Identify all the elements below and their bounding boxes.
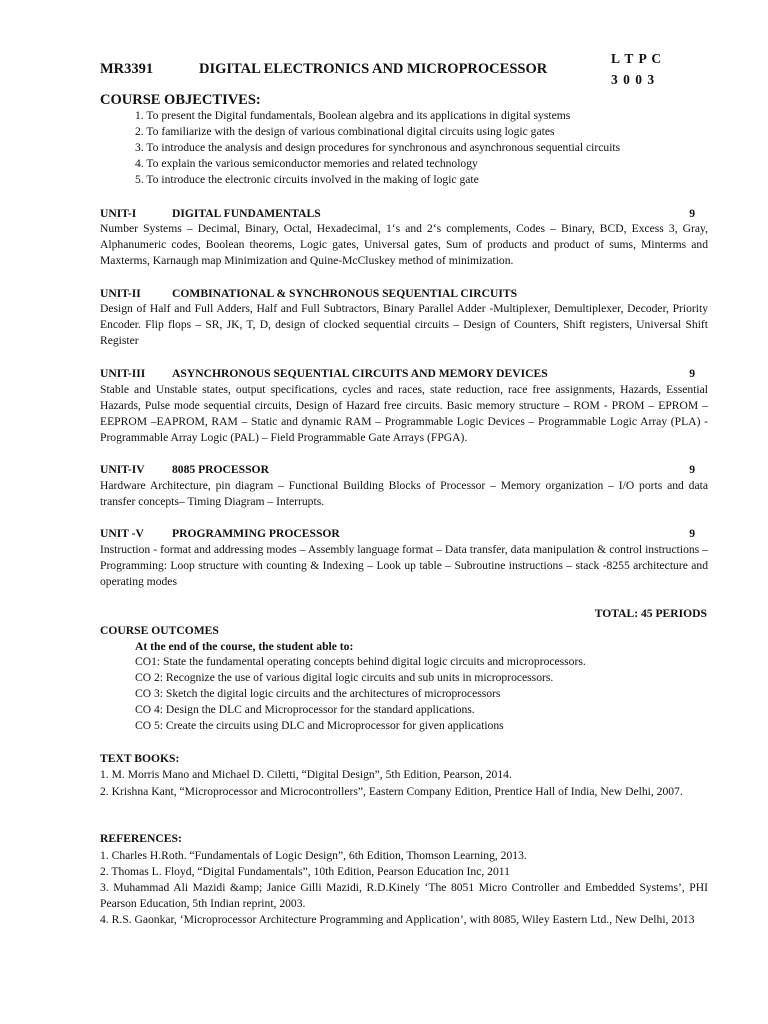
objective-item: 4. To explain the various semiconductor memories and related technology <box>135 157 478 170</box>
textbooks-heading: TEXT BOOKS: <box>100 752 180 765</box>
outcome-item: CO 5: Create the circuits using DLC and Microprocessor for given applications <box>135 719 504 732</box>
reference-item: 4. R.S. Gaonkar, ‘Microprocessor Architecture Programming and Application’, with 8085, Wiley Eastern Ltd., New Delhi, 2013 <box>100 913 695 926</box>
total-periods: TOTAL: 45 PERIODS <box>594 607 707 620</box>
outcomes-intro: At the end of the course, the student able to: <box>135 640 354 653</box>
unit-hours: 9 <box>689 207 695 220</box>
references-heading: REFERENCES: <box>100 832 182 845</box>
unit-label: UNIT-II <box>100 287 141 300</box>
objective-item: 2. To familiarize with the design of various combinational digital circuits using logic gates <box>135 125 555 138</box>
unit-label: UNIT-III <box>100 367 146 380</box>
textbook-item: 1. M. Morris Mano and Michael D. Ciletti, “Digital Design”, 5th Edition, Pearson, 2014. <box>100 768 512 781</box>
reference-item: 2. Thomas L. Floyd, “Digital Fundamentals”, 10th Edition, Pearson Education Inc, 2011 <box>100 865 510 878</box>
unit-description: Design of Half and Full Adders, Half and Full Subtractors, Binary Parallel Adder -Multiplexer, Demultiplexer, Decoder, Priority Encoder. Flip flops – SR, JK, T, D, design of clocked sequential circuits – Design of Counters, Shift registers, Universal Shift Register <box>100 302 708 347</box>
outcome-item: CO 2: Recognize the use of various digital logic circuits and sub units in microprocessors. <box>135 671 554 684</box>
ltpc-label: L T P C <box>611 51 663 66</box>
unit-description: Hardware Architecture, pin diagram – Functional Building Blocks of Processor – Memory organization – I/O ports and data transfer concepts– Timing Diagram – Interrupts. <box>100 479 708 508</box>
objective-item: 5. To introduce the electronic circuits involved in the making of logic gate <box>135 173 479 186</box>
unit-hours: 9 <box>689 527 695 540</box>
objective-item: 3. To introduce the analysis and design procedures for synchronous and asynchronous sequential circuits <box>135 141 621 154</box>
outcome-item: CO1: State the fundamental operating concepts behind digital logic circuits and microprocessors. <box>135 655 586 668</box>
unit-hours: 9 <box>689 367 695 380</box>
unit-description: Stable and Unstable states, output specifications, cycles and races, state reduction, race free assignments, Hazards, Essential Hazards, Pulse mode sequential circuits, Design of Hazard free circuits. Basic memory structure – ROM - PROM – EPROM – EEPROM –EAPROM, RAM – Static and dynamic RAM – Programmable Logic Devices – Programmable Logic Array (PLA) - Programmable Array Logic (PAL) – Field Programmable Gate Arrays (FPGA). <box>100 383 708 444</box>
outcome-item: CO 3: Sketch the digital logic circuits and the architectures of microprocessors <box>135 687 501 700</box>
reference-item: 3. Muhammad Ali Mazidi &amp; Janice Gilli Mazidi, R.D.Kinely ‘The 8051 Micro Controller and Embedded Systems’, PHI Pearson Education, 5th Indian reprint, 2003. <box>100 881 708 910</box>
textbook-item: 2. Krishna Kant, “Microprocessor and Microcontrollers”, Eastern Company Edition, Prentice Hall of India, New Delhi, 2007. <box>100 785 683 798</box>
outcome-item: CO 4: Design the DLC and Microprocessor for the standard applications. <box>135 703 475 716</box>
unit-title: COMBINATIONAL & SYNCHRONOUS SEQUENTIAL CIRCUITS <box>172 287 518 300</box>
ltpc-values: 3 0 0 3 <box>611 72 656 87</box>
outcomes-heading: COURSE OUTCOMES <box>100 624 219 637</box>
unit-title: PROGRAMMING PROCESSOR <box>172 527 340 540</box>
unit-title: ASYNCHRONOUS SEQUENTIAL CIRCUITS AND MEMORY DEVICES <box>172 367 548 380</box>
unit-description: Instruction - format and addressing modes – Assembly language format – Data transfer, data manipulation & control instructions – Programming: Loop structure with counting & Indexing – Look up table – Subroutine instructions – stack -8255 architecture and operating modes <box>100 543 708 588</box>
unit-label: UNIT-I <box>100 207 137 220</box>
course-title: DIGITAL ELECTRONICS AND MICROPROCESSOR <box>199 61 548 77</box>
unit-label: UNIT -V <box>100 527 144 540</box>
objective-item: 1. To present the Digital fundamentals, Boolean algebra and its applications in digital systems <box>135 109 571 122</box>
unit-description: Number Systems – Decimal, Binary, Octal, Hexadecimal, 1‘s and 2‘s complements, Codes – Binary, BCD, Excess 3, Gray, Alphanumeric codes, Boolean theorems, Logic gates, Universal gates, Sum of products and product of sums, Minterms and Maxterms, Karnaugh map Minimization and Quine-McCluskey method of minimization. <box>100 222 708 267</box>
unit-label: UNIT-IV <box>100 463 145 476</box>
course-code: MR3391 <box>100 61 154 77</box>
unit-title: 8085 PROCESSOR <box>172 463 269 476</box>
unit-hours: 9 <box>689 463 695 476</box>
unit-title: DIGITAL FUNDAMENTALS <box>172 207 321 220</box>
objectives-heading: COURSE OBJECTIVES: <box>100 92 261 108</box>
reference-item: 1. Charles H.Roth. “Fundamentals of Logic Design”, 6th Edition, Thomson Learning, 2013. <box>100 849 527 862</box>
